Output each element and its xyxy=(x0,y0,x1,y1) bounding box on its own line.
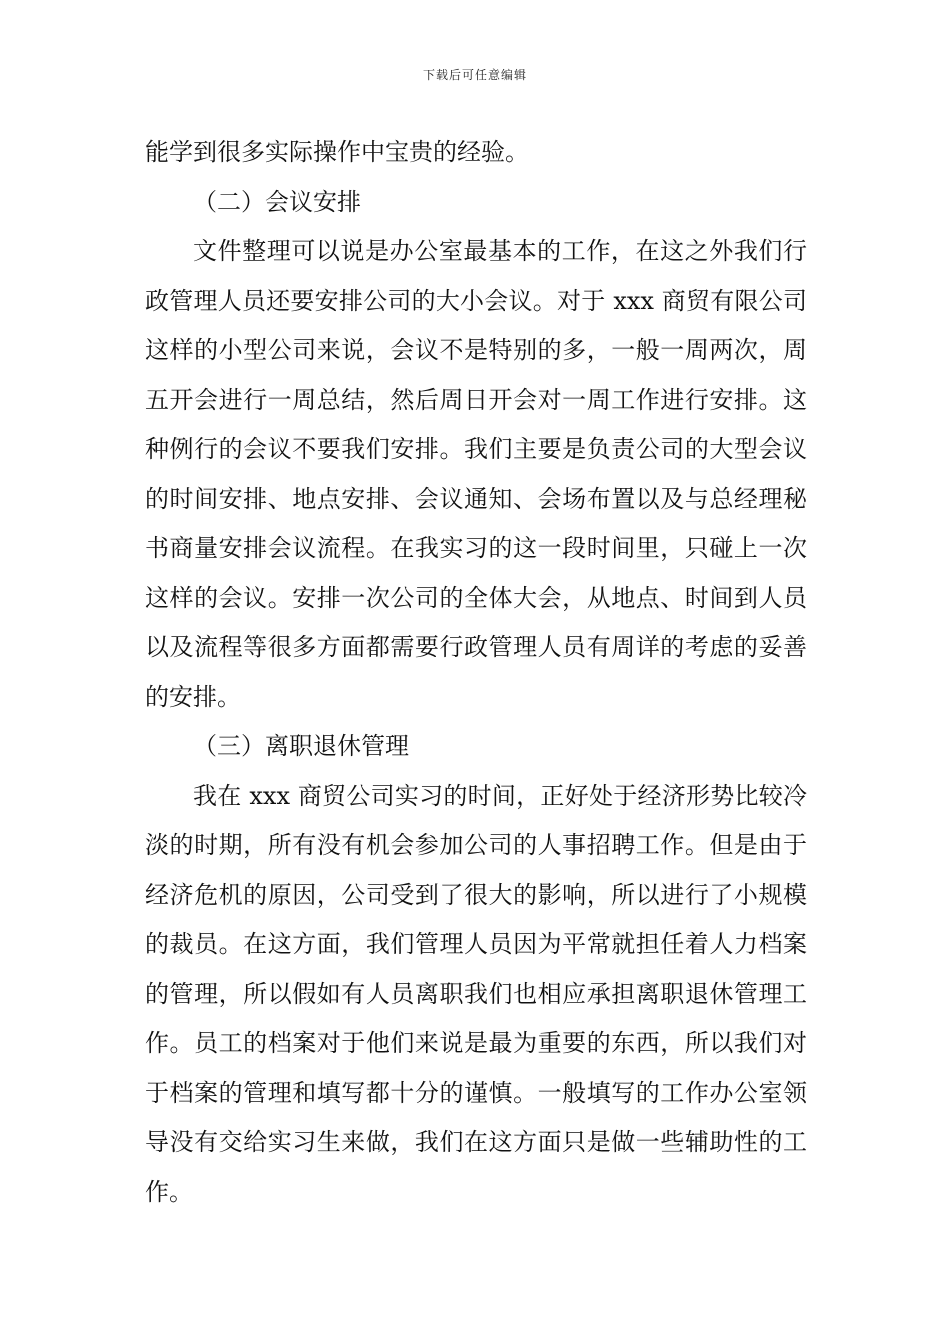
paragraph-resignation-retirement: 我在 xxx 商贸公司实习的时间，正好处于经济形势比较冷淡的时期，所有没有机会参加公司的人事招聘工作。但是由于经济危机的原因，公司受到了很大的影响，所以进行了小规模的裁员。在这方面，我们管理人员因为平常就担任着人力档案的管理，所以假如有人员离职我们也相应承担离职退休管理工作。员工的档案对于他们来说是最为重要的东西，所以我们对于档案的管理和填写都十分的谨慎。一般填写的工作办公室领导没有交给实习生来做，我们在这方面只是做一些辅助性的工作。 xyxy=(145,781,807,1206)
page-header: 下载后可任意编辑 xyxy=(422,68,527,82)
section-heading-meeting-arrangement: （二）会议安排 xyxy=(193,187,361,216)
document-body xyxy=(145,128,807,1217)
paragraph-meeting-arrangement: 文件整理可以说是办公室最基本的工作，在这之外我们行政管理人员还要安排公司的大小会议。对于 xxx 商贸有限公司这样的小型公司来说，会议不是特别的多，一般一周两次，周五开会进行一周总结，然后周日开会对一周工作进行安排。这种例行的会议不要我们安排。我们主要是负责公司的大型会议的时间安排、地点安排、会议通知、会场布置以及与总经理秘书商量安排会议流程。在我实习的这一段时间里，只碰上一次这样的会议。安排一次公司的全体大会，从地点、时间到人员以及流程等很多方面都需要行政管理人员有周详的考虑的妥善的安排。 xyxy=(145,237,807,711)
paragraph-continuation: 能学到很多实际操作中宝贵的经验。 xyxy=(145,138,529,166)
section-heading-resignation-retirement: （三）离职退休管理 xyxy=(193,732,409,760)
